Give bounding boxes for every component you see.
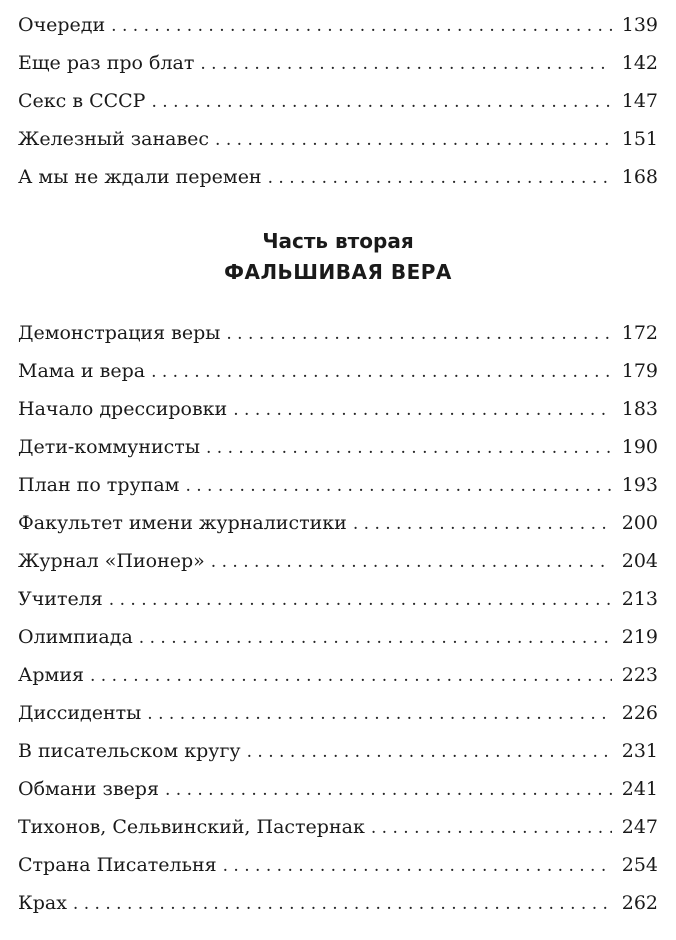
toc-entry-page: 179 [621,360,658,382]
toc-entry-page: 262 [621,892,658,914]
toc-entry-page: 226 [621,702,658,724]
dot-leader [90,657,612,695]
toc-entry-title: Железный занавес [18,120,215,158]
toc-entry-page: 204 [621,550,658,572]
toc-entry[interactable] [18,846,658,884]
toc-entry[interactable] [18,618,658,656]
toc-entry[interactable] [18,352,658,390]
toc-entry-title: Начало дрессировки [18,390,233,428]
dot-leader [206,429,612,467]
dot-leader [353,505,612,543]
toc-entry-title: Тихонов, Сельвинский, Пастернак [18,808,371,846]
toc-entry-page: 254 [621,854,658,876]
dot-leader [151,83,612,121]
part-label: Часть вторая [262,229,414,253]
toc-entry[interactable] [18,82,658,120]
toc-entry[interactable] [18,884,658,922]
toc-entry-page: 168 [621,166,658,188]
toc-entry[interactable] [18,6,658,44]
dot-leader [111,7,612,45]
dot-leader [147,695,612,733]
toc-entry-title: Факультет имени журналистики [18,504,353,542]
toc-entry-page: 213 [621,588,658,610]
dot-leader [371,809,612,847]
toc-entry-page: 200 [621,512,658,534]
toc-entry-title: Крах [18,884,73,922]
dot-leader [226,315,612,353]
toc-entry[interactable] [18,542,658,580]
part-title: ФАЛЬШИВАЯ ВЕРА [224,260,452,284]
toc-entry[interactable] [18,314,658,352]
toc-entry[interactable] [18,504,658,542]
dot-leader [233,391,612,429]
toc-entry-title: План по трупам [18,466,185,504]
dot-leader [73,885,612,923]
toc-section-part-one [18,6,658,196]
toc-entry-title: Мама и вера [18,352,151,390]
toc-entry-page: 151 [621,128,658,150]
toc-entry-title: А мы не ждали перемен [18,158,268,196]
toc-entry-page: 247 [621,816,658,838]
toc-entry-page: 231 [621,740,658,762]
dot-leader [165,771,612,809]
toc-entry[interactable] [18,466,658,504]
toc-entry-page: 223 [621,664,658,686]
toc-entry-title: Страна Писательня [18,846,223,884]
toc-entry[interactable] [18,44,658,82]
toc-entry[interactable] [18,158,658,196]
toc-entry-title: Секс в СССР [18,82,151,120]
dot-leader [268,159,612,197]
toc-entry-page: 183 [621,398,658,420]
toc-section-part-two [18,314,658,922]
toc-entry-title: В писательском кругу [18,732,247,770]
toc-entry[interactable] [18,428,658,466]
toc-entry-page: 219 [621,626,658,648]
toc-entry-page: 172 [621,322,658,344]
dot-leader [139,619,612,657]
toc-entry-title: Демонстрация веры [18,314,226,352]
toc-entry-page: 142 [621,52,658,74]
toc-entry-page: 241 [621,778,658,800]
toc-entry-title: Еще раз про блат [18,44,200,82]
toc-entry-page: 139 [621,14,658,36]
toc-entry-page: 147 [621,90,658,112]
toc-entry[interactable] [18,694,658,732]
dot-leader [223,847,612,885]
dot-leader [200,45,612,83]
toc-entry-title: Учителя [18,580,109,618]
toc-entry-title: Дети-коммунисты [18,428,206,466]
toc-entry-title: Обмани зверя [18,770,165,808]
dot-leader [247,733,612,771]
dot-leader [211,543,612,581]
toc-entry-title: Очереди [18,6,111,44]
dot-leader [215,121,612,159]
toc-entry-title: Армия [18,656,90,694]
toc-entry-page: 193 [621,474,658,496]
toc-entry[interactable] [18,770,658,808]
part-heading [0,226,676,288]
toc-entry-title: Журнал «Пионер» [18,542,211,580]
toc-entry[interactable] [18,390,658,428]
toc-entry[interactable] [18,120,658,158]
toc-entry-page: 190 [621,436,658,458]
toc-entry[interactable] [18,656,658,694]
toc-entry[interactable] [18,808,658,846]
toc-entry-title: Олимпиада [18,618,139,656]
dot-leader [185,467,612,505]
toc-entry-title: Диссиденты [18,694,147,732]
dot-leader [151,353,612,391]
dot-leader [109,581,612,619]
toc-entry[interactable] [18,732,658,770]
toc-entry[interactable] [18,580,658,618]
